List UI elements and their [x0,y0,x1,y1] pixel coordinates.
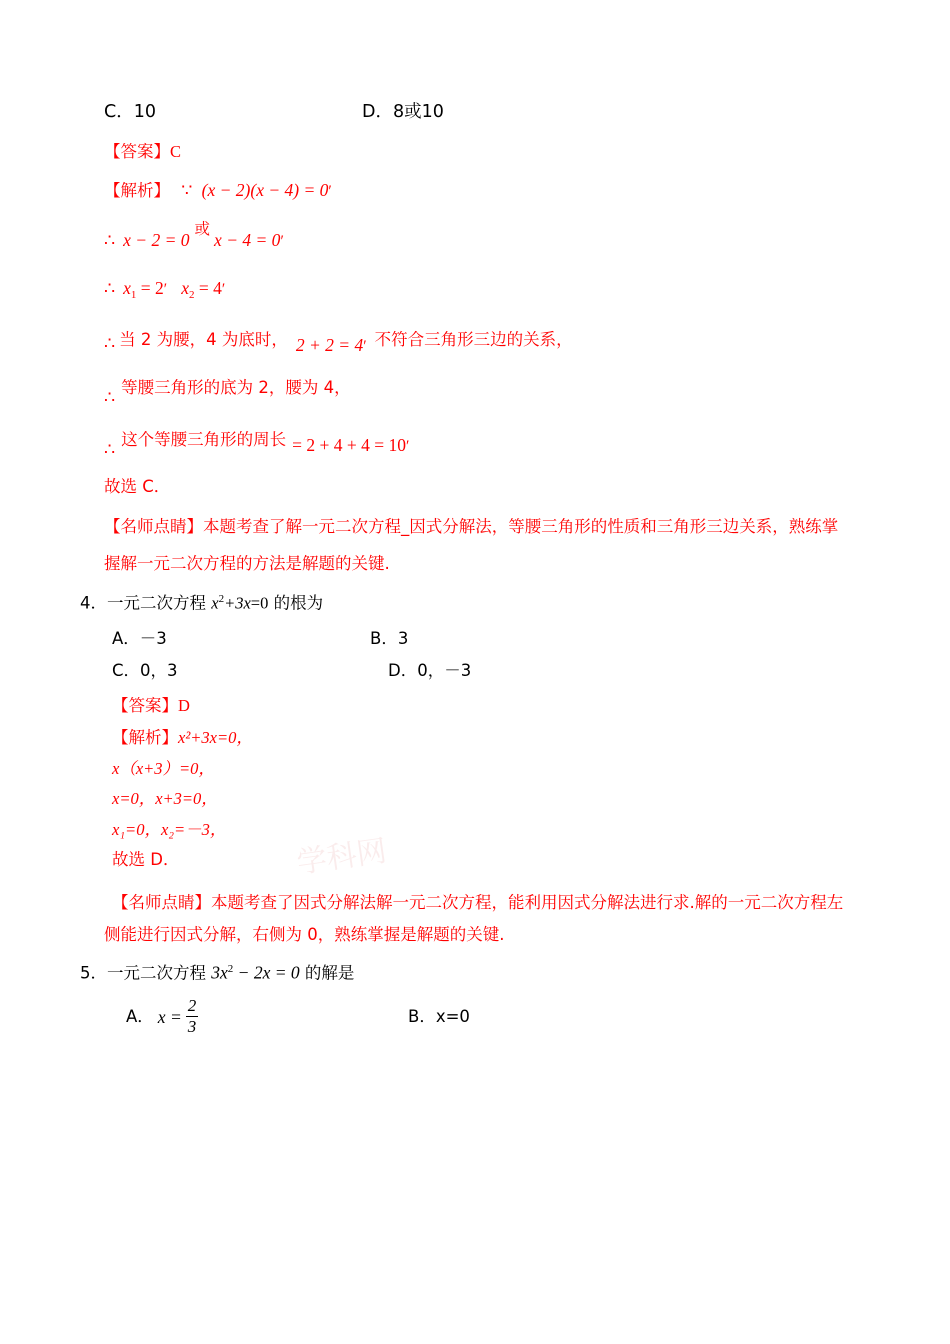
q3-analysis-line3-var-b: x [181,277,189,298]
q4-analysis-line4-row [112,819,874,839]
q3-analysis-conclusion: 故选 C． [104,476,171,496]
q4-analysis-line2: x（x+3）=0， [112,758,215,778]
q5-stem-cn-b: 的解是 [299,962,355,982]
q3-answer-value: C [170,141,182,161]
q5-stem-row [80,961,874,982]
q5-option-a-prefix: A． [126,1007,154,1027]
q3-options-row [104,104,874,122]
q4-tip-row-2 [104,927,874,944]
q3-analysis-line5-symbol: ∴ [104,386,116,407]
q3-analysis-line3-var-a: x [123,277,131,298]
q5-option-a [126,995,408,1037]
q4-stem-math3: =0 [250,593,269,613]
q4-tip-row [112,892,874,912]
q4-analysis-line5-row [112,852,874,869]
q3-tip-line2: 握解一元二次方程的方法是解题的关键. [104,553,390,573]
q4-options-cd-row [112,663,874,680]
q4-option-a: A．－3 [112,628,167,648]
q3-analysis-line1-symbol: ∵ [181,180,193,200]
q5-option-b: B．x=0 [408,1007,470,1027]
q3-analysis-line4-math: 2 + 2 = 4 [295,334,364,355]
q4-tip-label: 【名师点睛】 [112,892,211,912]
q3-option-c: C．10 [104,102,156,122]
q4-option-d: D．0，－3 [388,661,472,681]
q3-analysis-line3-prime-b: ′ [221,280,226,298]
q4-analysis-line5: 故选 D． [112,850,180,870]
q3-analysis-line3-sub-a: 1 [130,288,137,301]
q3-analysis-line3-eq-b: = 4 [194,277,222,298]
q3-analysis-line2-cn: 或 [194,219,211,238]
q4-analysis-line4: x₁=0，x₂=－3， [112,819,227,839]
q3-analysis-line2-math-b: x − 4 = 0 [214,229,281,250]
q3-analysis-label: 【解析】 [104,181,170,200]
q3-analysis-line2-row [104,219,874,250]
q3-tip-row-2 [104,553,874,573]
q3-tip-line1: 本题考查了解一元二次方程_因式分解法，等腰三角形的性质和三角形三边关系，熟练掌 [203,517,839,537]
q4-analysis-line3: x=0，x+3=0， [112,789,218,809]
q5-option-a-var: x = [157,1006,182,1027]
q3-analysis-line2-math-a: x − 2 = 0 [123,229,190,250]
q4-option-c: C．0，3 [112,661,178,681]
q4-analysis-line3-row [112,791,874,808]
q4-stem-math: x [211,593,219,613]
q4-tip-line1: 本题考查了因式分解法解一元二次方程，能利用因式分解法进行求.解的一元二次方程左 [211,892,844,912]
q3-analysis-line4-symbol: ∴ [104,332,116,353]
q3-answer-row [104,141,874,161]
q3-analysis-line3-prime-a: ′ [163,280,168,298]
watermark-text: 学科网 [294,833,389,881]
q3-analysis-line3-symbol: ∴ [104,277,116,298]
q3-analysis-line6-cn: 这个等腰三角形的周长 [121,429,287,449]
q4-answer-value: D [178,695,190,715]
q4-analysis-label-row [112,730,874,747]
q3-analysis-line6-row [104,429,874,459]
q5-option-a-denominator: 3 [187,1016,197,1036]
q5-options-row [126,995,874,1037]
q3-analysis-line5-cn: 等腰三角形的底为 2，腰为 4， [121,377,351,397]
q5-stem-cn-a: 一元二次方程 [107,962,212,982]
q4-stem-sup: 2 [218,593,225,606]
q4-analysis-line1: x²+3x=0， [178,728,253,748]
q4-option-b: B．3 [370,628,409,648]
q4-analysis-label: 【解析】 [112,728,178,748]
q5-option-a-fraction [186,997,199,1036]
q4-stem-cn-a: 一元二次方程 [107,593,212,613]
q3-tip-label: 【名师点睛】 [104,517,203,537]
q3-analysis-conclusion-row [104,476,874,496]
q3-answer-label: 【答案】 [104,141,170,161]
q3-analysis-line1-prime: ′ [328,183,332,200]
q5-option-a-numerator: 2 [187,995,197,1015]
q3-analysis-line3-row [104,277,874,301]
q4-tip-line2: 侧能进行因式分解，右侧为 0，熟练掌握是解题的关键. [104,925,505,945]
q3-analysis-line3-sub-b: 2 [188,288,195,301]
q4-number: 4． [80,593,107,613]
q4-analysis-line2-row [112,758,874,778]
q3-analysis-line4-prime: ′ [363,337,367,355]
q4-stem-math2: +3x [224,593,251,613]
q3-analysis-line6-symbol: ∴ [104,438,116,459]
q3-analysis-line4-cn-a: 当 2 为腰，4 为底时， [119,329,288,349]
q3-analysis-line2-prime: ′ [280,232,284,250]
q4-stem-cn-b: 的根为 [268,593,324,613]
q3-analysis-line1-math: (x − 2)(x − 4) = 0 [201,180,329,200]
q3-analysis-line4-cn-b: 不符合三角形三边的关系， [374,329,573,349]
q3-analysis-line2-symbol: ∴ [104,229,116,250]
q3-tip-row [104,517,874,538]
q3-analysis-line4-row [104,329,874,355]
q4-answer-label: 【答案】 [112,695,178,715]
q5-stem-sup: 2 [227,962,234,975]
q3-analysis-line6-prime: ′ [406,437,410,455]
q4-answer-row [112,695,874,715]
q3-analysis-label-row [104,182,874,200]
q3-option-d: D．8或10 [362,102,444,122]
q5-stem-math: 3x [211,961,228,982]
q3-analysis-line6-math: = 2 + 4 + 4 = 10 [292,434,406,455]
q5-stem-math2: − 2x = 0 [233,961,300,982]
q4-options-ab-row [112,628,874,648]
q3-analysis-line3-eq-a: = 2 [136,277,164,298]
document-content [80,102,874,1037]
q4-stem-row [80,594,874,612]
q3-analysis-line5-row [104,377,874,407]
q5-number: 5． [80,962,107,982]
